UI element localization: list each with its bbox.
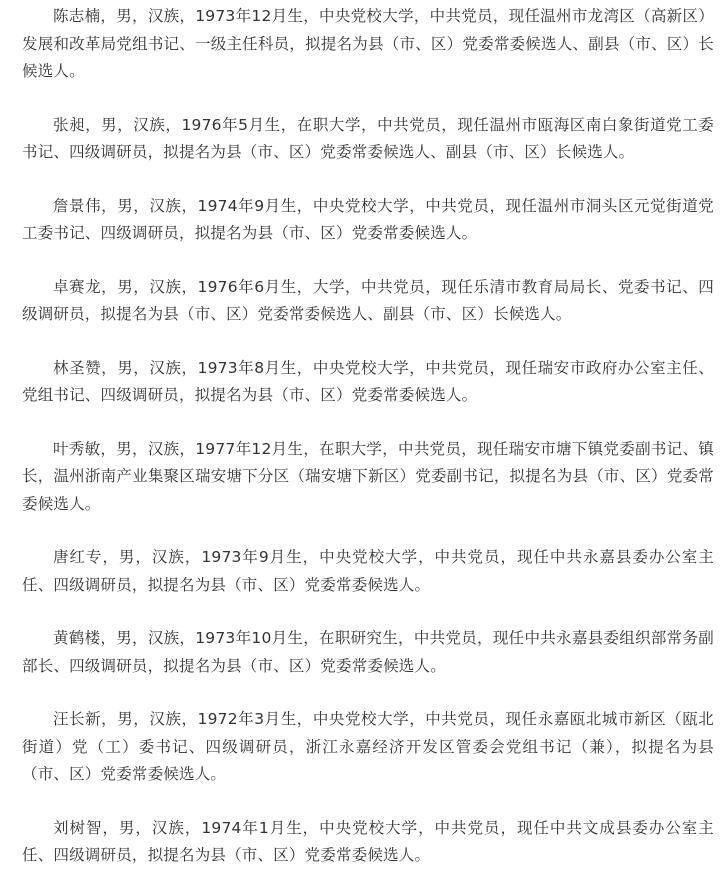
candidate-paragraph-tang-hongzhuan: 唐红专，男，汉族，1973年9月生，中央党校大学，中共党员，现任中共永嘉县委办公室主任、四级调研员，拟提名为县（市、区）党委常委候选人。 <box>22 548 714 594</box>
candidate-paragraph-zhuo-sailong: 卓赛龙，男，汉族，1976年6月生，大学，中共党员，现任乐清市教育局局长、党委书记、四级调研员，拟提名为县（市、区）党委常委候选人、副县（市、区）长候选人。 <box>22 277 714 323</box>
candidate-paragraph-liu-shuzhi: 刘树智，男，汉族，1974年1月生，中央党校大学，中共党员，现任中共文成县委办公室主任、四级调研员，拟提名为县（市、区）党委常委候选人。 <box>22 818 714 864</box>
candidate-paragraph-wang-changxin: 汪长新，男，汉族，1972年3月生，中央党校大学，中共党员，现任永嘉瓯北城市新区（瓯北街道）党（工）委书记、四级调研员，浙江永嘉经济开发区管委会党组书记（兼），拟提名为县（市、区）党委常委候选人。 <box>22 710 714 783</box>
candidate-paragraph-zhan-jingwei: 詹景伟，男，汉族，1974年9月生，中央党校大学，中共党员，现任温州市洞头区元觉街道党工委书记、四级调研员，拟提名为县（市、区）党委常委候选人。 <box>22 196 714 242</box>
candidate-paragraph-chen-zhinan: 陈志楠，男，汉族，1973年12月生，中央党校大学，中共党员，现任温州市龙湾区（高新区）发展和改革局党组书记、一级主任科员，拟提名为县（市、区）党委常委候选人、副县（市、区）长候选人。 <box>22 7 714 80</box>
candidate-paragraph-ye-xiumin: 叶秀敏，男，汉族，1977年12月生，在职大学，中共党员，现任瑞安市塘下镇党委副书记、镇长，温州浙南产业集聚区瑞安塘下分区（瑞安塘下新区）党委副书记，拟提名为县（市、区）党委常委候选人。 <box>22 439 714 513</box>
candidate-paragraph-lin-shengzan: 林圣赞，男，汉族，1973年8月生，中央党校大学，中共党员，现任瑞安市政府办公室主任、党组书记、四级调研员，拟提名为县（市、区）党委常委候选人。 <box>22 358 714 404</box>
candidate-paragraph-huang-helou: 黄鹤楼，男，汉族，1973年10月生，在职研究生，中共党员，现任中共永嘉县委组织部常务副部长、四级调研员，拟提名为县（市、区）党委常委候选人。 <box>22 629 714 675</box>
candidate-paragraph-zhang-chang: 张昶，男，汉族，1976年5月生，在职大学，中共党员，现任温州市瓯海区南白象街道党工委书记、四级调研员，拟提名为县（市、区）党委常委候选人、副县（市、区）长候选人。 <box>22 115 714 161</box>
